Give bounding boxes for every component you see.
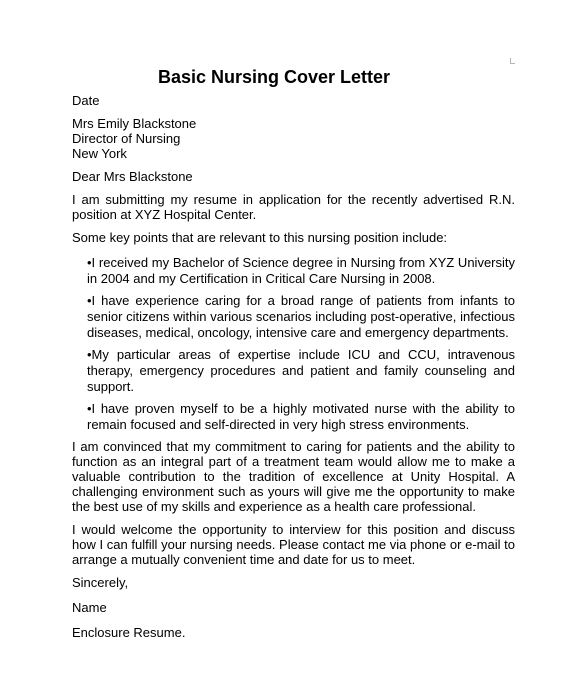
letter-body bbox=[72, 93, 515, 648]
key-points-lead: Some key points that are relevant to this nursing position include: bbox=[72, 230, 448, 245]
letter-title: Basic Nursing Cover Letter bbox=[157, 67, 391, 87]
intro-paragraph: I am submitting my resume in application for the recently advertised R.N. position at XYZ Hospital Center. bbox=[72, 192, 515, 222]
recipient-name: Mrs Emily Blackstone bbox=[72, 116, 197, 131]
recipient-title: Director of Nursing bbox=[72, 131, 181, 146]
key-points-list bbox=[72, 255, 515, 433]
signer-name: Name bbox=[72, 600, 107, 615]
closing-paragraph: I would welcome the opportunity to interview for this position and discuss how I can fulfill your nursing needs. Please contact me via phone or e-mail to arrange a mutually convenient time and date for us to meet. bbox=[72, 522, 515, 567]
recipient-location: New York bbox=[72, 146, 127, 161]
recipient-address bbox=[72, 116, 515, 161]
list-item: •I received my Bachelor of Science degree in Nursing from XYZ University in 2004 and my Certification in Critical Care Nursing in 2008. bbox=[87, 255, 515, 286]
sign-off: Sincerely, bbox=[72, 575, 129, 590]
enclosure-line: Enclosure Resume. bbox=[72, 625, 186, 640]
page-corner-mark bbox=[510, 58, 515, 64]
list-item: •I have experience caring for a broad range of patients from infants to senior citizens within various scenarios including post-operative, infectious diseases, medical, oncology, intensive care and emergency departments. bbox=[87, 293, 515, 340]
date-line: Date bbox=[72, 93, 100, 108]
list-item: •I have proven myself to be a highly motivated nurse with the ability to remain focused and self-directed in very high stress environments. bbox=[87, 401, 515, 432]
list-item: •My particular areas of expertise include ICU and CCU, intravenous therapy, emergency procedures and patient and family counseling and support. bbox=[87, 347, 515, 394]
salutation: Dear Mrs Blackstone bbox=[72, 169, 193, 184]
commitment-paragraph: I am convinced that my commitment to caring for patients and the ability to function as an integral part of a treatment team would allow me to make a valuable contribution to the tradition of excellence at Unity Hospital. A challenging environment such as yours will give me the opportunity to make the best use of my skills and experience as a health care professional. bbox=[72, 439, 515, 514]
